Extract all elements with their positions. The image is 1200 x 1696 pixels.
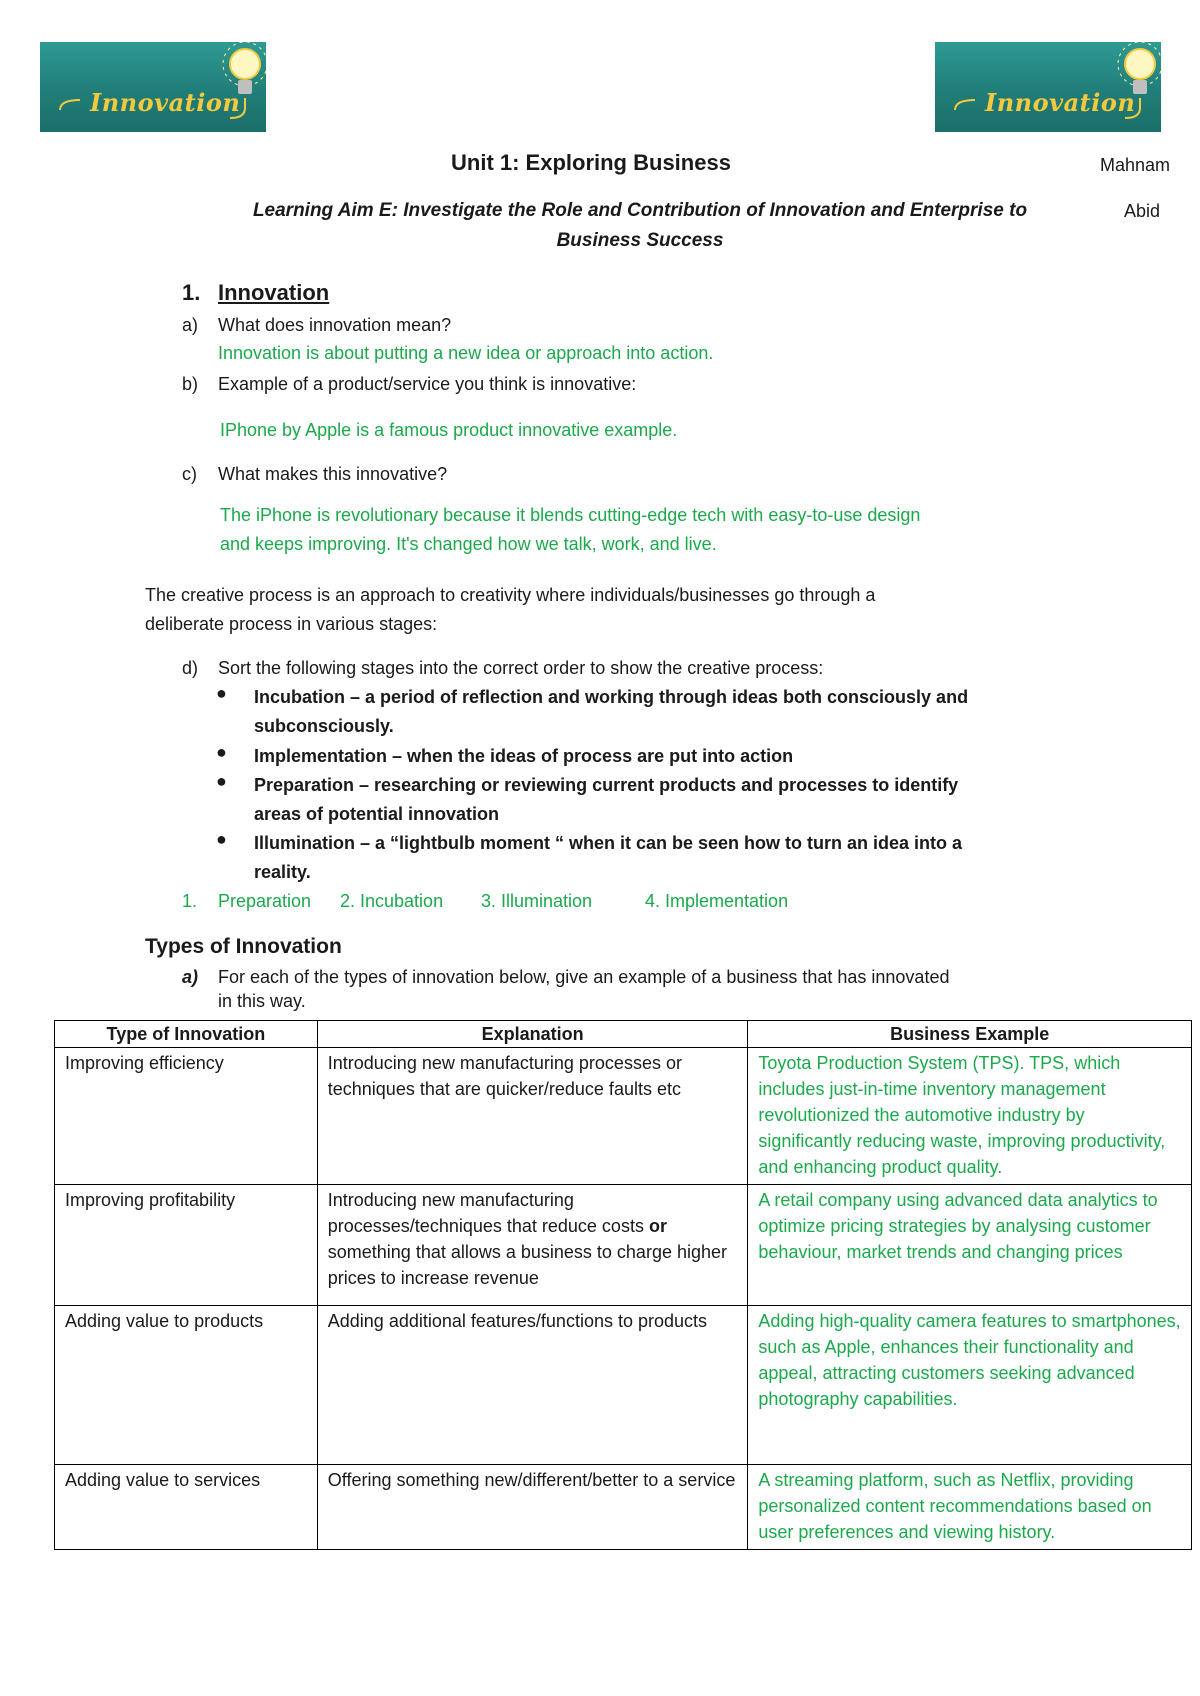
bullet-icon: ●: [216, 683, 227, 703]
cell-example: Toyota Production System (TPS). TPS, which includes just-in-time inventory management revolutionized the automotive industry by significantly reducing waste, improving productivity, and enhancing product quality.: [748, 1048, 1192, 1185]
answer-c-line2: and keeps improving. It's changed how we talk, work, and live.: [220, 534, 717, 554]
answer-b: IPhone by Apple is a famous product innovative example.: [220, 420, 678, 440]
cell-explanation: [317, 1185, 748, 1306]
stage-item: Illumination – a “lightbulb moment “ when it can be seen how to turn an idea into a: [254, 833, 963, 853]
table-row: [55, 1465, 1192, 1550]
explanation-or: or: [648, 1216, 667, 1236]
logo-word: Innovation: [985, 88, 1136, 117]
explanation-part1: Introducing new manufacturing processes/techniques that reduce costs: [327, 1190, 644, 1236]
types-heading: Types of Innovation: [145, 935, 342, 958]
bullet-icon: ●: [216, 829, 227, 849]
logo-word: Innovation: [90, 88, 241, 117]
stage-item: Preparation – researching or reviewing current products and processes to identify: [254, 775, 959, 795]
learning-aim-line1: Learning Aim E: Investigate the Role and Contribution of Innovation and Enterprise to: [252, 200, 1028, 221]
learning-aim: [200, 196, 1080, 256]
cell-example: A streaming platform, such as Netflix, providing personalized content recommendations based on user preferences and viewing history.: [748, 1465, 1192, 1550]
stage-item-cont: areas of potential innovation: [254, 804, 500, 824]
types-question-marker: a): [182, 967, 199, 987]
question-d: Sort the following stages into the correct order to show the creative process:: [218, 658, 824, 678]
cell-explanation: Introducing new manufacturing processes or techniques that are quicker/reduce faults etc: [317, 1048, 748, 1185]
question-c-marker: c): [182, 464, 197, 484]
question-a: What does innovation mean?: [218, 315, 452, 335]
learning-aim-line2: Business Success: [556, 230, 724, 251]
cell-type: Improving efficiency: [55, 1048, 318, 1185]
author-last-name: Abid: [1124, 201, 1161, 221]
order-answer-marker: 1.: [182, 891, 198, 911]
order-answer-4: 4. Implementation: [645, 891, 789, 911]
cell-type: Improving profitability: [55, 1185, 318, 1306]
order-answer-3: 3. Illumination: [481, 891, 593, 911]
header-example: Business Example: [748, 1021, 1192, 1048]
types-question-line2: in this way.: [218, 991, 306, 1011]
question-b-marker: b): [182, 374, 199, 394]
cell-type: Adding value to services: [55, 1465, 318, 1550]
cell-explanation: Offering something new/different/better to a service: [317, 1465, 748, 1550]
stage-item-cont: reality.: [254, 862, 311, 882]
stage-item-cont: subconsciously.: [254, 716, 394, 736]
explanation-part2: something that allows a business to charge higher prices to increase revenue: [327, 1242, 727, 1288]
question-b: Example of a product/service you think is innovative:: [218, 374, 637, 394]
cell-explanation: Adding additional features/functions to products: [317, 1306, 748, 1465]
types-question-line1: For each of the types of innovation below, give an example of a business that has innovated: [218, 967, 950, 987]
innovation-logo-left: [40, 42, 266, 132]
creative-intro-line1: The creative process is an approach to creativity where individuals/businesses go through a: [145, 585, 876, 605]
answer-c-line1: The iPhone is revolutionary because it blends cutting-edge tech with easy-to-use design: [220, 505, 921, 525]
table-row: [55, 1185, 1192, 1306]
section-heading: Innovation: [218, 280, 330, 305]
author-first-name: Mahnam: [1100, 155, 1171, 175]
table-row: [55, 1048, 1192, 1185]
header-type: Type of Innovation: [55, 1021, 318, 1048]
bullet-icon: ●: [216, 771, 227, 791]
table-header-row: [55, 1021, 1192, 1048]
order-answer-2: 2. Incubation: [340, 891, 444, 911]
stage-item: Incubation – a period of reflection and working through ideas both consciously and: [254, 687, 969, 707]
cell-example: A retail company using advanced data analytics to optimize pricing strategies by analysing customer behaviour, market trends and changing prices: [748, 1185, 1192, 1306]
page-title: Unit 1: Exploring Business: [451, 150, 731, 175]
answer-a: Innovation is about putting a new idea or approach into action.: [218, 343, 714, 363]
creative-intro-line2: deliberate process in various stages:: [145, 614, 438, 634]
lightbulb-icon: [40, 42, 266, 132]
cell-example: Adding high-quality camera features to smartphones, such as Apple, enhances their functionality and appeal, attracting customers seeking advanced photography capabilities.: [748, 1306, 1192, 1465]
innovation-logo-right: [935, 42, 1161, 132]
question-d-marker: d): [182, 658, 199, 678]
order-answer-1: Preparation: [218, 891, 312, 911]
bullet-icon: ●: [216, 742, 227, 762]
question-c: What makes this innovative?: [218, 464, 448, 484]
stage-item: Implementation – when the ideas of process are put into action: [254, 746, 794, 766]
table-row: [55, 1306, 1192, 1465]
section-number: 1.: [182, 280, 201, 305]
question-a-marker: a): [182, 315, 199, 335]
cell-type: Adding value to products: [55, 1306, 318, 1465]
lightbulb-icon: [935, 42, 1161, 132]
innovation-table: [54, 1020, 1192, 1550]
header-explanation: Explanation: [317, 1021, 748, 1048]
